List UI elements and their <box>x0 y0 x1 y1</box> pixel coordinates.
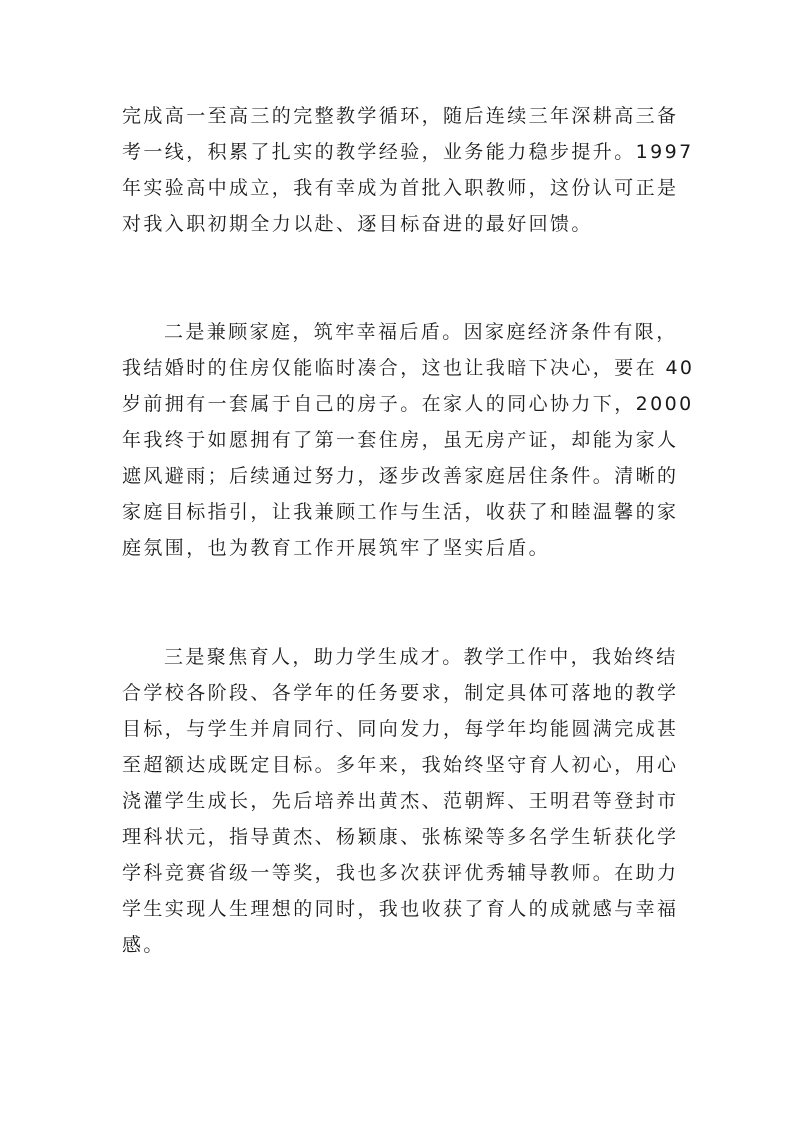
text-line: 合学校各阶段、各学年的任务要求，制定具体可落地的教学 <box>122 682 679 704</box>
text-line: 三是聚焦育人，助力学生成才。教学工作中，我始终结 <box>164 646 678 668</box>
text-line: 至超额达成既定目标。多年来，我始终坚守育人初心，用心 <box>122 754 679 776</box>
text-line: 考一线，积累了扎实的教学经验，业务能力稳步提升。1997 <box>122 141 694 163</box>
text-line: 年我终于如愿拥有了第一套住房，虽无房产证，却能为家人 <box>122 429 679 451</box>
paragraph-education <box>122 639 679 963</box>
text-line: 我结婚时的住房仅能临时凑合，这也让我暗下决心，要在 40 <box>122 357 695 379</box>
text-line: 遮风避雨；后续通过努力，逐步改善家庭居住条件。清晰的 <box>122 465 679 487</box>
text-line: 庭氛围，也为教育工作开展筑牢了坚实后盾。 <box>122 537 551 559</box>
text-line: 二是兼顾家庭，筑牢幸福后盾。因家庭经济条件有限， <box>164 321 678 343</box>
paragraph-family <box>122 314 695 566</box>
text-line: 完成高一至高三的完整教学循环，随后连续三年深耕高三备 <box>122 105 679 127</box>
text-line: 家庭目标指引，让我兼顾工作与生活，收获了和睦温馨的家 <box>122 501 679 523</box>
text-line: 浇灌学生成长，先后培养出黄杰、范朝辉、王明君等登封市 <box>122 790 679 812</box>
text-line: 学生实现人生理想的同时，我也收获了育人的成就感与幸福 <box>122 898 679 920</box>
text-line: 对我入职初期全力以赴、逐目标奋进的最好回馈。 <box>122 213 593 235</box>
text-line: 感。 <box>122 934 165 956</box>
text-line: 目标，与学生并肩同行、同向发力，每学年均能圆满完成甚 <box>122 718 679 740</box>
text-line: 学科竞赛省级一等奖，我也多次获评优秀辅导教师。在助力 <box>122 862 679 884</box>
text-line: 理科状元，指导黄杰、杨颖康、张栋梁等多名学生斩获化学 <box>122 826 679 848</box>
text-line: 年实验高中成立，我有幸成为首批入职教师，这份认可正是 <box>122 177 679 199</box>
text-line: 岁前拥有一套属于自己的房子。在家人的同心协力下，2000 <box>122 393 694 415</box>
paragraph-career-start <box>122 98 694 242</box>
